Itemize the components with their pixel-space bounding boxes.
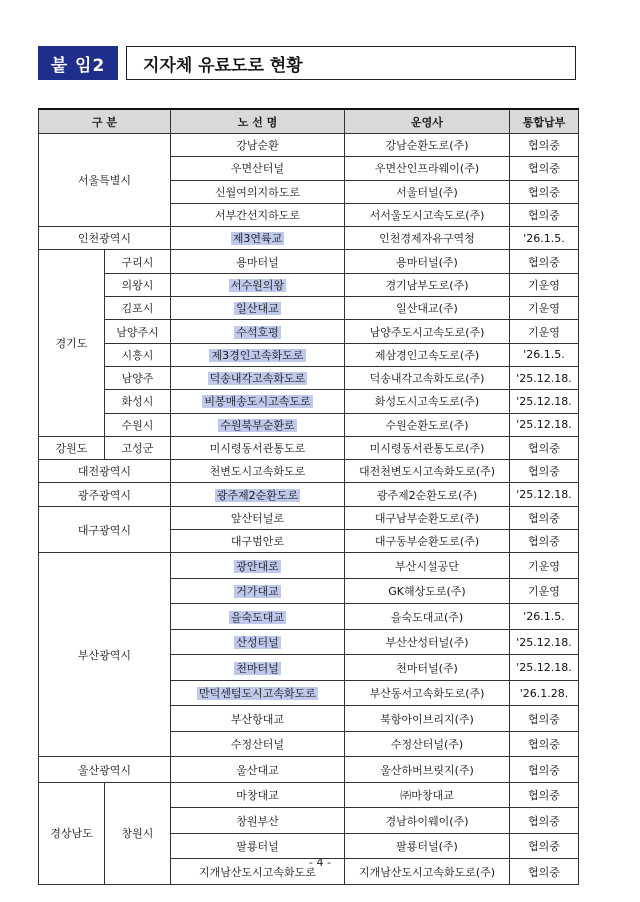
sub-hwaseong: 화성시 <box>105 390 171 413</box>
highlighted-route: 광주제2순환도로 <box>216 488 299 502</box>
highlighted-route: 제3연륙교 <box>232 232 283 246</box>
highlighted-route: 천마터널 <box>236 661 279 675</box>
group-gwangju: 광주광역시 <box>39 483 171 506</box>
operator-cell: 을숙도대교(주) <box>345 604 510 630</box>
payment-cell: '25.12.18. <box>510 655 579 681</box>
payment-cell: 협의중 <box>510 134 579 157</box>
operator-cell: 지개남산도시고속화도로(주) <box>345 859 510 885</box>
operator-cell: 부산시설공단 <box>345 553 510 579</box>
page-header <box>38 46 576 80</box>
highlighted-route: 수원북부순환로 <box>220 418 295 432</box>
route-cell <box>171 320 345 343</box>
payment-cell: '26.1.28. <box>510 680 579 706</box>
operator-cell: 우면산인프라웨이(주) <box>345 157 510 180</box>
table-row <box>39 413 579 436</box>
route-cell: 천변도시고속화도로 <box>171 460 345 483</box>
payment-cell: 협의중 <box>510 203 579 226</box>
operator-cell: 수원순환도로(주) <box>345 413 510 436</box>
route-cell <box>171 680 345 706</box>
table-row <box>39 297 579 320</box>
operator-cell: 화성도시고속도로(주) <box>345 390 510 413</box>
route-cell <box>171 578 345 604</box>
sub-siheung: 시흥시 <box>105 343 171 366</box>
route-cell: 지개남산도시고속화도로 <box>171 859 345 885</box>
table-row <box>39 343 579 366</box>
route-cell: 우면산터널 <box>171 157 345 180</box>
operator-cell: 경남하이웨이(주) <box>345 808 510 834</box>
table-row <box>39 227 579 250</box>
operator-cell: 제삼경인고속도로(주) <box>345 343 510 366</box>
payment-cell: 기운영 <box>510 297 579 320</box>
operator-cell: 부산동서고속화도로(주) <box>345 680 510 706</box>
payment-cell: '26.1.5. <box>510 227 579 250</box>
operator-cell: 울산하버브릿지(주) <box>345 757 510 783</box>
route-cell <box>171 343 345 366</box>
route-cell: 미시령동서관통도로 <box>171 436 345 459</box>
table-row <box>39 483 579 506</box>
operator-cell: 북항아이브리지(주) <box>345 706 510 732</box>
group-busan: 부산광역시 <box>39 553 171 757</box>
table-row <box>39 460 579 483</box>
page-title: 지자체 유료도로 현황 <box>126 46 576 80</box>
operator-cell: 천마터널(주) <box>345 655 510 681</box>
table-row <box>39 553 579 579</box>
payment-cell: 협의중 <box>510 250 579 273</box>
route-cell: 앞산터널로 <box>171 506 345 529</box>
group-daejeon: 대전광역시 <box>39 460 171 483</box>
route-cell <box>171 553 345 579</box>
route-cell: 마창대교 <box>171 782 345 808</box>
payment-cell: '26.1.5. <box>510 604 579 630</box>
operator-cell: 인천경제자유구역청 <box>345 227 510 250</box>
payment-cell: 기운영 <box>510 553 579 579</box>
route-cell <box>171 297 345 320</box>
table-row <box>39 134 579 157</box>
table-row <box>39 757 579 783</box>
operator-cell: 대구남부순환도로(주) <box>345 506 510 529</box>
route-cell <box>171 413 345 436</box>
header-route: 노 선 명 <box>171 109 345 134</box>
route-cell: 수정산터널 <box>171 731 345 757</box>
highlighted-route: 제3경인고속화도로 <box>211 348 304 362</box>
payment-cell: 협의중 <box>510 731 579 757</box>
payment-cell: 협의중 <box>510 782 579 808</box>
payment-cell: 기운영 <box>510 273 579 296</box>
operator-cell: ㈜마창대교 <box>345 782 510 808</box>
operator-cell: 남양주도시고속도로(주) <box>345 320 510 343</box>
operator-cell: 덕송내각고속화도로(주) <box>345 366 510 389</box>
table-row <box>39 436 579 459</box>
sub-guri: 구리시 <box>105 250 171 273</box>
group-daegu: 대구광역시 <box>39 506 171 553</box>
highlighted-route: 덕송내각고속화도로 <box>209 372 306 386</box>
route-cell <box>171 629 345 655</box>
route-cell: 서부간선지하도로 <box>171 203 345 226</box>
highlighted-route: 비봉매송도시고속도로 <box>204 395 311 409</box>
highlighted-route: 일산대교 <box>236 302 279 316</box>
header-division: 구 분 <box>39 109 171 134</box>
header-operator: 운영사 <box>345 109 510 134</box>
route-cell <box>171 366 345 389</box>
table-row <box>39 320 579 343</box>
sub-namyangju: 남양주 <box>105 366 171 389</box>
highlighted-route: 을숙도대교 <box>230 610 285 624</box>
highlighted-route: 서수원의왕 <box>230 278 285 292</box>
payment-cell: '25.12.18. <box>510 390 579 413</box>
page-number: - 4 - <box>309 856 331 869</box>
payment-cell: 협의중 <box>510 530 579 553</box>
payment-cell: 협의중 <box>510 706 579 732</box>
operator-cell: 일산대교(주) <box>345 297 510 320</box>
operator-cell: 대구동부순환도로(주) <box>345 530 510 553</box>
route-cell: 창원부산 <box>171 808 345 834</box>
operator-cell: 강남순환도로(주) <box>345 134 510 157</box>
route-cell <box>171 483 345 506</box>
group-incheon: 인천광역시 <box>39 227 171 250</box>
attachment-badge: 붙 임2 <box>38 46 118 80</box>
group-gyeonggi: 경기도 <box>39 250 105 436</box>
route-cell <box>171 655 345 681</box>
operator-cell: 대전천변도시고속화도로(주) <box>345 460 510 483</box>
header-payment: 통합납부 <box>510 109 579 134</box>
route-cell: 부산항대교 <box>171 706 345 732</box>
table-header-row <box>39 109 579 134</box>
payment-cell: '25.12.18. <box>510 483 579 506</box>
route-cell <box>171 390 345 413</box>
payment-cell: '25.12.18. <box>510 413 579 436</box>
table-row <box>39 366 579 389</box>
payment-cell: 협의중 <box>510 180 579 203</box>
table-row <box>39 273 579 296</box>
operator-cell: GK해상도로(주) <box>345 578 510 604</box>
group-ulsan: 울산광역시 <box>39 757 171 783</box>
sub-uiwang: 의왕시 <box>105 273 171 296</box>
group-seoul: 서울특별시 <box>39 134 171 227</box>
table-row <box>39 782 579 808</box>
payment-cell: '26.1.5. <box>510 343 579 366</box>
sub-goseong: 고성군 <box>105 436 171 459</box>
payment-cell: 협의중 <box>510 157 579 180</box>
route-cell: 팔룡터널 <box>171 833 345 859</box>
operator-cell: 용마터널(주) <box>345 250 510 273</box>
sub-suwon: 수원시 <box>105 413 171 436</box>
route-cell: 대구범안로 <box>171 530 345 553</box>
payment-cell: 협의중 <box>510 506 579 529</box>
payment-cell: '25.12.18. <box>510 629 579 655</box>
table-row <box>39 506 579 529</box>
payment-cell: 기운영 <box>510 578 579 604</box>
operator-cell: 팔룡터널(주) <box>345 833 510 859</box>
payment-cell: 협의중 <box>510 833 579 859</box>
payment-cell: 협의중 <box>510 808 579 834</box>
operator-cell: 서울터널(주) <box>345 180 510 203</box>
operator-cell: 수정산터널(주) <box>345 731 510 757</box>
operator-cell: 미시령동서관통도로(주) <box>345 436 510 459</box>
sub-changwon: 창원시 <box>105 782 171 884</box>
payment-cell: 협의중 <box>510 460 579 483</box>
payment-cell: 협의중 <box>510 436 579 459</box>
sub-namyangju: 남양주시 <box>105 320 171 343</box>
payment-cell: 기운영 <box>510 320 579 343</box>
operator-cell: 광주제2순환도로(주) <box>345 483 510 506</box>
route-cell: 울산대교 <box>171 757 345 783</box>
sub-gimpo: 김포시 <box>105 297 171 320</box>
group-gyeongnam: 경상남도 <box>39 782 105 884</box>
toll-road-table <box>38 108 579 885</box>
route-cell: 강남순환 <box>171 134 345 157</box>
operator-cell: 부산산성터널(주) <box>345 629 510 655</box>
highlighted-route: 산성터널 <box>236 636 279 650</box>
highlighted-route: 광안대로 <box>236 559 279 573</box>
payment-cell: '25.12.18. <box>510 366 579 389</box>
table-row <box>39 390 579 413</box>
highlighted-route: 만덕센텀도시고속화도로 <box>199 687 316 701</box>
operator-cell: 서서울도시고속도로(주) <box>345 203 510 226</box>
table-row <box>39 250 579 273</box>
highlighted-route: 수석호평 <box>236 325 279 339</box>
route-cell: 신월여의지하도로 <box>171 180 345 203</box>
operator-cell: 경기남부도로(주) <box>345 273 510 296</box>
route-cell <box>171 227 345 250</box>
payment-cell: 협의중 <box>510 859 579 885</box>
group-gangwon: 강원도 <box>39 436 105 459</box>
highlighted-route: 거가대교 <box>236 585 279 599</box>
route-cell <box>171 604 345 630</box>
route-cell <box>171 273 345 296</box>
route-cell: 용마터널 <box>171 250 345 273</box>
payment-cell: 협의중 <box>510 757 579 783</box>
